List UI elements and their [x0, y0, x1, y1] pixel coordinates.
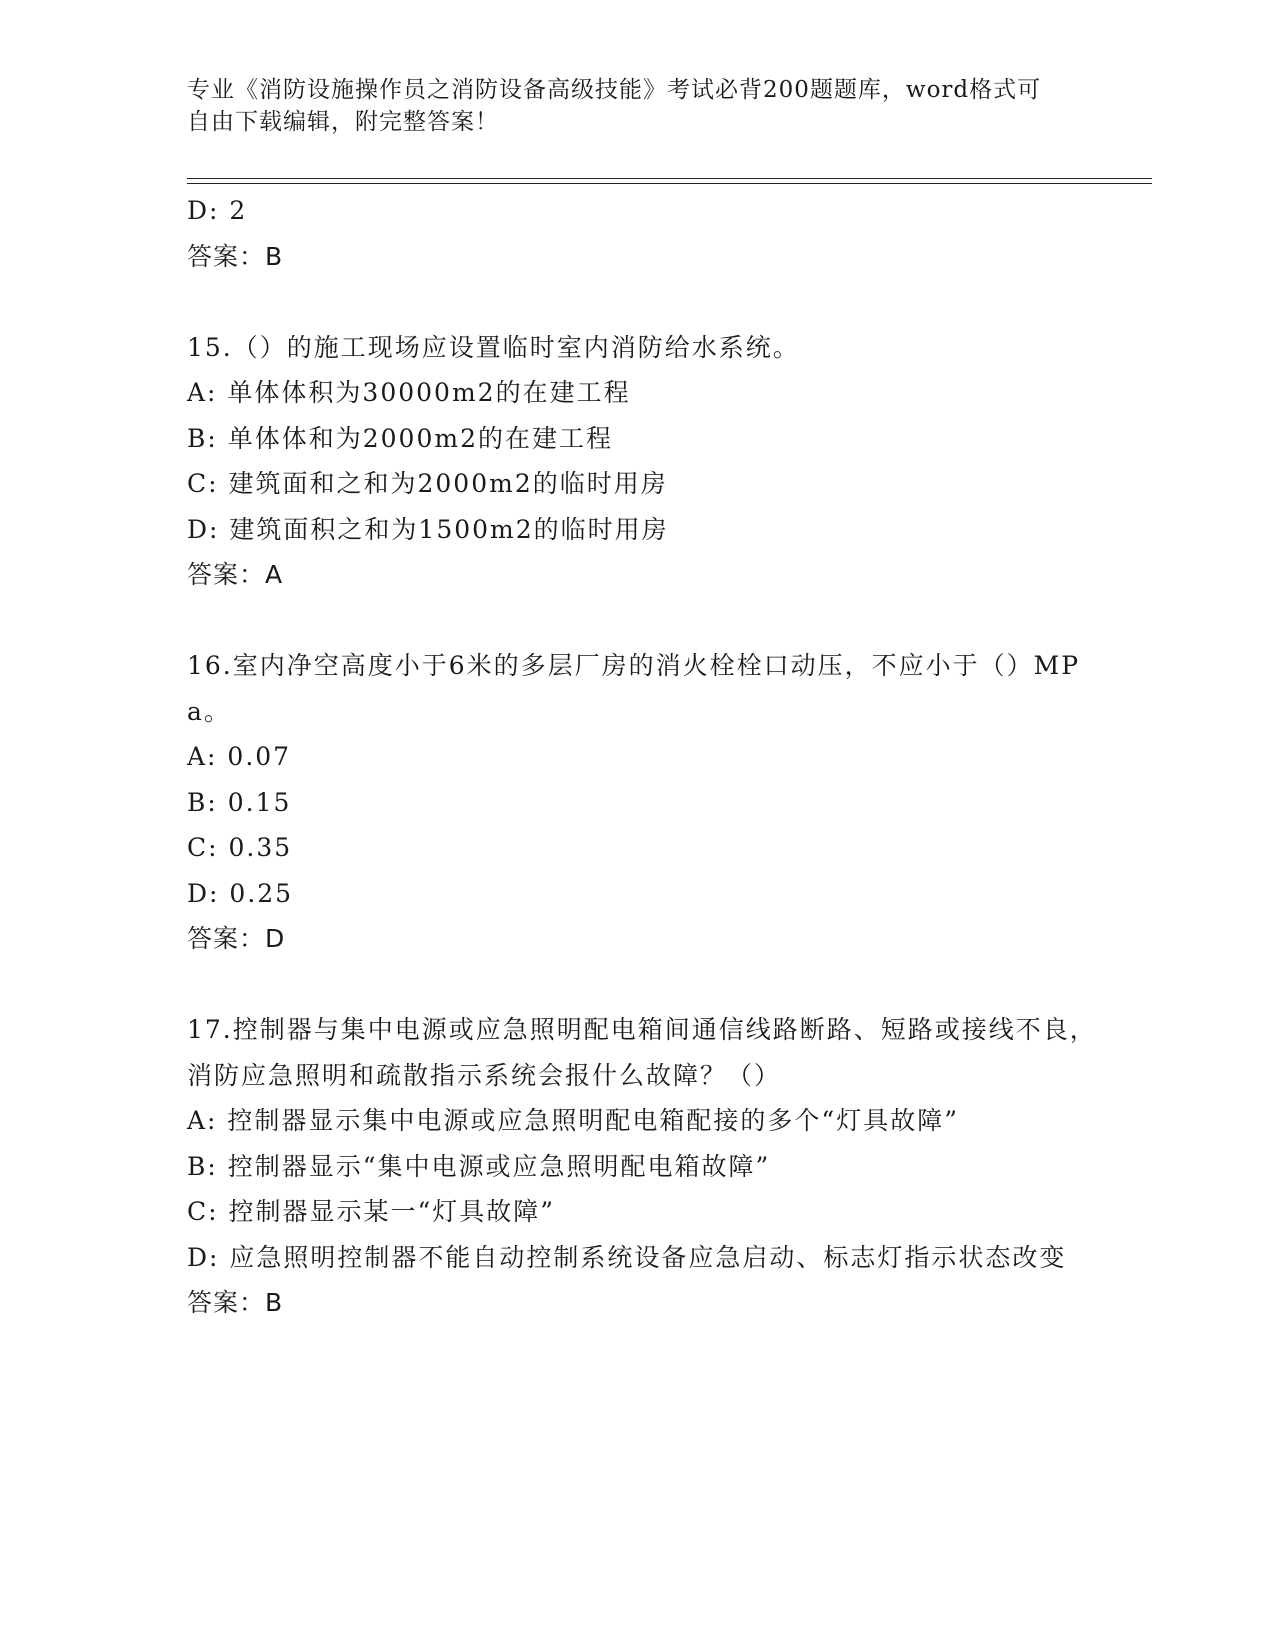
option-d: D: 0.25 [187, 878, 294, 908]
question-17 [187, 1007, 1097, 1326]
document-header [187, 74, 1087, 138]
option-b: B: 0.15 [187, 787, 292, 817]
option-a: A: 单体体积为30000m2的在建工程 [187, 378, 631, 407]
option-c: C: 0.35 [187, 833, 293, 862]
option-b: B: 单体体和为2000m2的在建工程 [187, 423, 613, 453]
answer: 答案：D [187, 924, 286, 953]
option-d: D: 建筑面积之和为1500m2的临时用房 [187, 514, 669, 544]
option-c: C: 控制器显示某一“灯具故障” [187, 1197, 556, 1226]
option-a: A: 0.07 [187, 742, 292, 771]
question-stem: 15.（）的施工现场应设置临时室内消防给水系统。 [187, 332, 800, 362]
option-a: A: 控制器显示集中电源或应急照明配电箱配接的多个“灯具故障” [187, 1106, 959, 1135]
header-line-2: 自由下载编辑，附完整答案！ [187, 109, 499, 135]
spacer [187, 279, 1097, 325]
question-stem: 16.室内净空高度小于6米的多层厂房的消火栓栓口动压，不应小于（）MPa。 [187, 651, 1081, 726]
question-15 [187, 325, 1097, 598]
header-divider-top [187, 178, 1152, 179]
question-16 [187, 643, 1097, 962]
spacer [187, 962, 1097, 1008]
option-c: C: 建筑面和之和为2000m2的临时用房 [187, 469, 668, 498]
answer: 答案：A [187, 560, 284, 589]
prev-answer: 答案：B [187, 241, 284, 271]
option-d: D: 应急照明控制器不能自动控制系统设备应急启动、标志灯指示状态改变 [187, 1242, 1067, 1272]
answer: 答案：B [187, 1288, 284, 1317]
prev-option-d: D: 2 [187, 196, 248, 225]
header-line-1: 专业《消防设施操作员之消防设备高级技能》考试必背200题题库，word格式可 [187, 77, 1042, 103]
question-stem: 17.控制器与集中电源或应急照明配电箱间通信线路断路、短路或接线不良，消防应急照明和疏散指示系统会报什么故障？（） [187, 1015, 1097, 1090]
option-b: B: 控制器显示“集中电源或应急照明配电箱故障” [187, 1151, 771, 1181]
spacer [187, 598, 1097, 644]
header-divider-bottom [187, 183, 1152, 184]
question-content [187, 188, 1097, 1326]
